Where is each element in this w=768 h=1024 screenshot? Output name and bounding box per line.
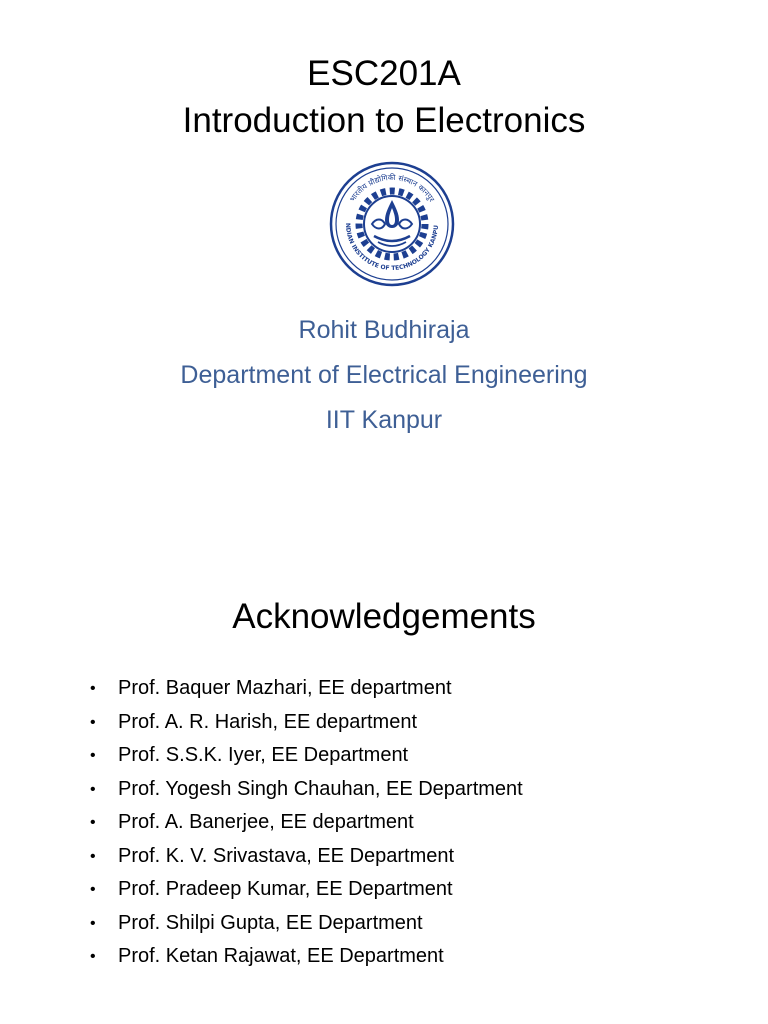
acknowledgement-text: Prof. Yogesh Singh Chauhan, EE Department: [118, 777, 523, 800]
acknowledgement-text: Prof. Ketan Rajawat, EE Department: [118, 945, 444, 967]
list-item: [90, 706, 523, 740]
acknowledgements-title: Acknowledgements: [232, 597, 536, 636]
presenter-department: Department of Electrical Engineering: [180, 361, 588, 389]
bullet-icon: •: [90, 780, 96, 798]
acknowledgement-text: Prof. A. R. Harish, EE department: [118, 710, 418, 733]
acknowledgements-list: [90, 672, 523, 974]
acknowledgement-text: Prof. K. V. Srivastava, EE Department: [118, 844, 455, 867]
list-item: [90, 840, 523, 874]
bullet-icon: •: [90, 847, 96, 865]
bullet-icon: •: [90, 713, 96, 731]
presenter-name: Rohit Budhiraja: [298, 316, 470, 344]
acknowledgement-text: Prof. Pradeep Kumar, EE Department: [118, 878, 453, 900]
list-item: [90, 739, 523, 773]
course-code: ESC201A: [307, 54, 461, 93]
list-item: [90, 907, 523, 941]
bullet-icon: •: [90, 914, 96, 932]
acknowledgement-text: Prof. Shilpi Gupta, EE Department: [118, 911, 423, 934]
bullet-icon: •: [90, 881, 96, 898]
acknowledgement-text: Prof. A. Banerjee, EE department: [118, 811, 414, 833]
seal-text-bottom: NDIAN INSTITUTE OF TECHNOLOGY KANPU: [343, 222, 441, 273]
bullet-icon: •: [90, 680, 96, 697]
bullet-icon: •: [90, 814, 96, 831]
acknowledgements-slide: [0, 560, 768, 1024]
list-item: [90, 672, 523, 706]
list-item: [90, 873, 523, 907]
acknowledgement-text: Prof. Baquer Mazhari, EE department: [118, 677, 452, 699]
bullet-icon: •: [90, 948, 96, 965]
presenter-institute: IIT Kanpur: [325, 406, 443, 434]
seal-text-top: भारतीय प्रौद्योगिकी संस्थान कानपुर: [347, 172, 437, 204]
course-title: Introduction to Electronics: [182, 101, 586, 140]
acknowledgement-text: Prof. S.S.K. Iyer, EE Department: [118, 744, 409, 766]
bullet-icon: •: [90, 747, 96, 764]
list-item: [90, 773, 523, 807]
list-item: [90, 806, 523, 840]
iit-kanpur-seal-icon: [328, 160, 456, 288]
list-item: [90, 940, 523, 974]
